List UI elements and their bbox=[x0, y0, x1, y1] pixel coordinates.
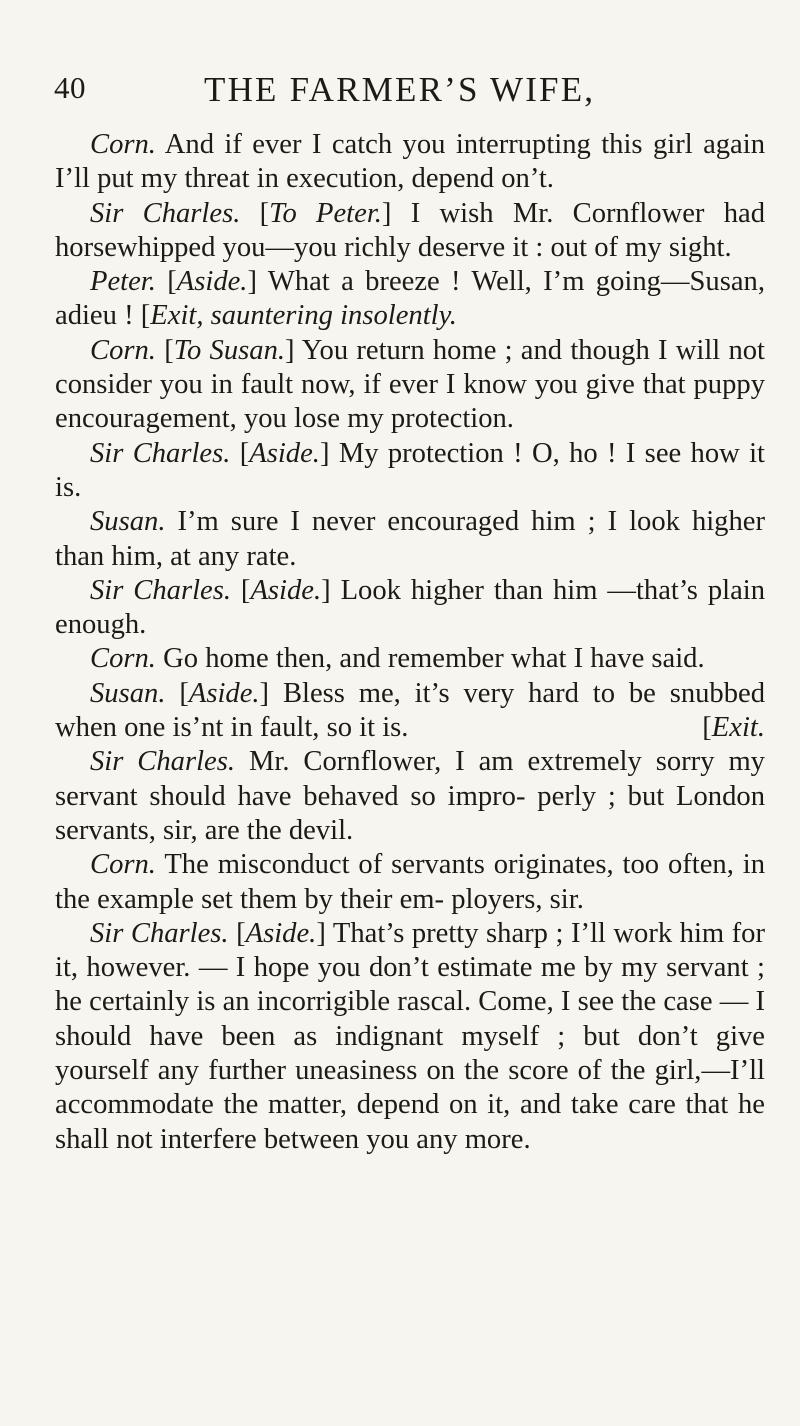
page-number: 40 bbox=[54, 70, 86, 105]
stage-direction: To Peter. bbox=[269, 197, 382, 229]
speaker-name: Susan. bbox=[90, 506, 166, 538]
speaker-name: Sir Charles. bbox=[90, 574, 231, 606]
speech-paragraph: Sir Charles. [To Peter.] I wish Mr. Cornflower had horsewhipped you—you richly deserve it : out of my sight. bbox=[55, 197, 765, 263]
speech-text: What a breeze ! Well, I’m going—Susan, adieu ! bbox=[55, 266, 765, 332]
speech-text: Bless me, it’s very hard to be snubbed when one is’nt in fault, so it is. bbox=[55, 677, 765, 744]
speech-paragraph: Peter. [Aside.] What a breeze ! Well, I’m going—Susan, adieu ! [Exit, sauntering insolently. bbox=[55, 266, 765, 332]
speech-text: Mr. Cornflower, I am extremely sorry my servant should have behaved so impro- perly ; but London servants, sir, are the devil. bbox=[55, 746, 765, 846]
speech-text: My protection ! O, ho ! I see how it is. bbox=[55, 437, 765, 503]
stage-direction: Aside. bbox=[188, 677, 260, 709]
stage-direction: Aside. bbox=[250, 574, 322, 606]
speech-paragraph bbox=[55, 642, 765, 676]
speaker-name: Corn. bbox=[90, 334, 156, 366]
speaker-name: Sir Charles. bbox=[90, 197, 241, 229]
speaker-name: Sir Charles. bbox=[90, 437, 231, 469]
speech-paragraph bbox=[55, 128, 765, 197]
play-text bbox=[55, 128, 765, 1157]
speech-text: Look higher than him —that’s plain enough. bbox=[55, 574, 765, 641]
speech-paragraph: Corn. [To Susan.] You return home ; and though I will not consider you in fault now, if ever I know you give that puppy encouragement, you lose my protection. bbox=[55, 334, 766, 435]
speech-text: You return home ; and though I will not consider you in fault now, if ever I know you give that puppy encouragement, you lose my protection. bbox=[55, 334, 766, 435]
speech-text: The misconduct of servants originates, too often, in the example set them by their em- ployers, sir. bbox=[55, 849, 765, 915]
speech-paragraph: Sir Charles. [Aside.] My protection ! O, ho ! I see how it is. bbox=[55, 437, 765, 503]
stage-direction: To Susan. bbox=[173, 334, 286, 366]
page-header bbox=[54, 70, 774, 120]
speaker-name: Corn. bbox=[90, 129, 156, 160]
speaker-name: Peter. bbox=[90, 266, 156, 298]
speaker-name: Corn. bbox=[90, 849, 156, 881]
speech-text: Go home then, and remember what I have said. bbox=[163, 643, 705, 675]
running-title: THE FARMER’S WIFE, bbox=[204, 70, 596, 109]
speech-paragraph: Sir Charles. [Aside.] That’s pretty sharp ; I’ll work him for it, however. — I hope you don’t estimate me by my servant ; he certainly is an incorrigible rascal. Come, I see the case — I should have been as indignant myself ; but don’t give yourself any further uneasiness on the score of the girl,—I’ll accommodate the matter, depend on it, and take care that he shall not interfere between you any more. bbox=[55, 917, 765, 1155]
stage-direction: Aside. bbox=[176, 266, 248, 298]
exit-direction: Exit, sauntering insolently. bbox=[150, 300, 457, 332]
exit-direction: Exit. bbox=[711, 712, 765, 744]
speaker-name: Susan. bbox=[90, 677, 166, 709]
speech-paragraph bbox=[55, 745, 765, 848]
speech-paragraph bbox=[55, 505, 765, 574]
speech-text: I wish Mr. Cornflower had horsewhipped you—you richly deserve it : out of my sight. bbox=[55, 197, 765, 263]
speech-text: And if ever I catch you interrupting this girl again I’ll put my threat in execution, depend on’t. bbox=[55, 129, 765, 195]
speaker-name: Sir Charles. bbox=[90, 917, 229, 949]
speech-paragraph bbox=[55, 848, 765, 917]
speech-text: I’m sure I never encouraged him ; I look higher than him, at any rate. bbox=[55, 506, 765, 572]
speaker-name: Sir Charles. bbox=[90, 746, 236, 778]
speech-paragraph: Susan. [Aside.] Bless me, it’s very hard to be snubbed when one is’nt in fault, so it is. [Exit. bbox=[55, 677, 765, 744]
speaker-name: Corn. bbox=[90, 643, 156, 675]
stage-direction: Aside. bbox=[249, 437, 320, 469]
speech-paragraph: Sir Charles. [Aside.] Look higher than him —that’s plain enough. bbox=[55, 574, 765, 641]
stage-direction: Aside. bbox=[245, 917, 317, 949]
speech-text: That’s pretty sharp ; I’ll work him for it, however. — I hope you don’t estimate me by my servant ; he certainly is an incorrigible rascal. Come, I see the case — I should have been as indignant myself ; but don’t give yourself any further uneasiness on the score of the girl,—I’ll accommodate the matter, depend on it, and take care that he shall not interfere between you any more. bbox=[55, 917, 765, 1155]
